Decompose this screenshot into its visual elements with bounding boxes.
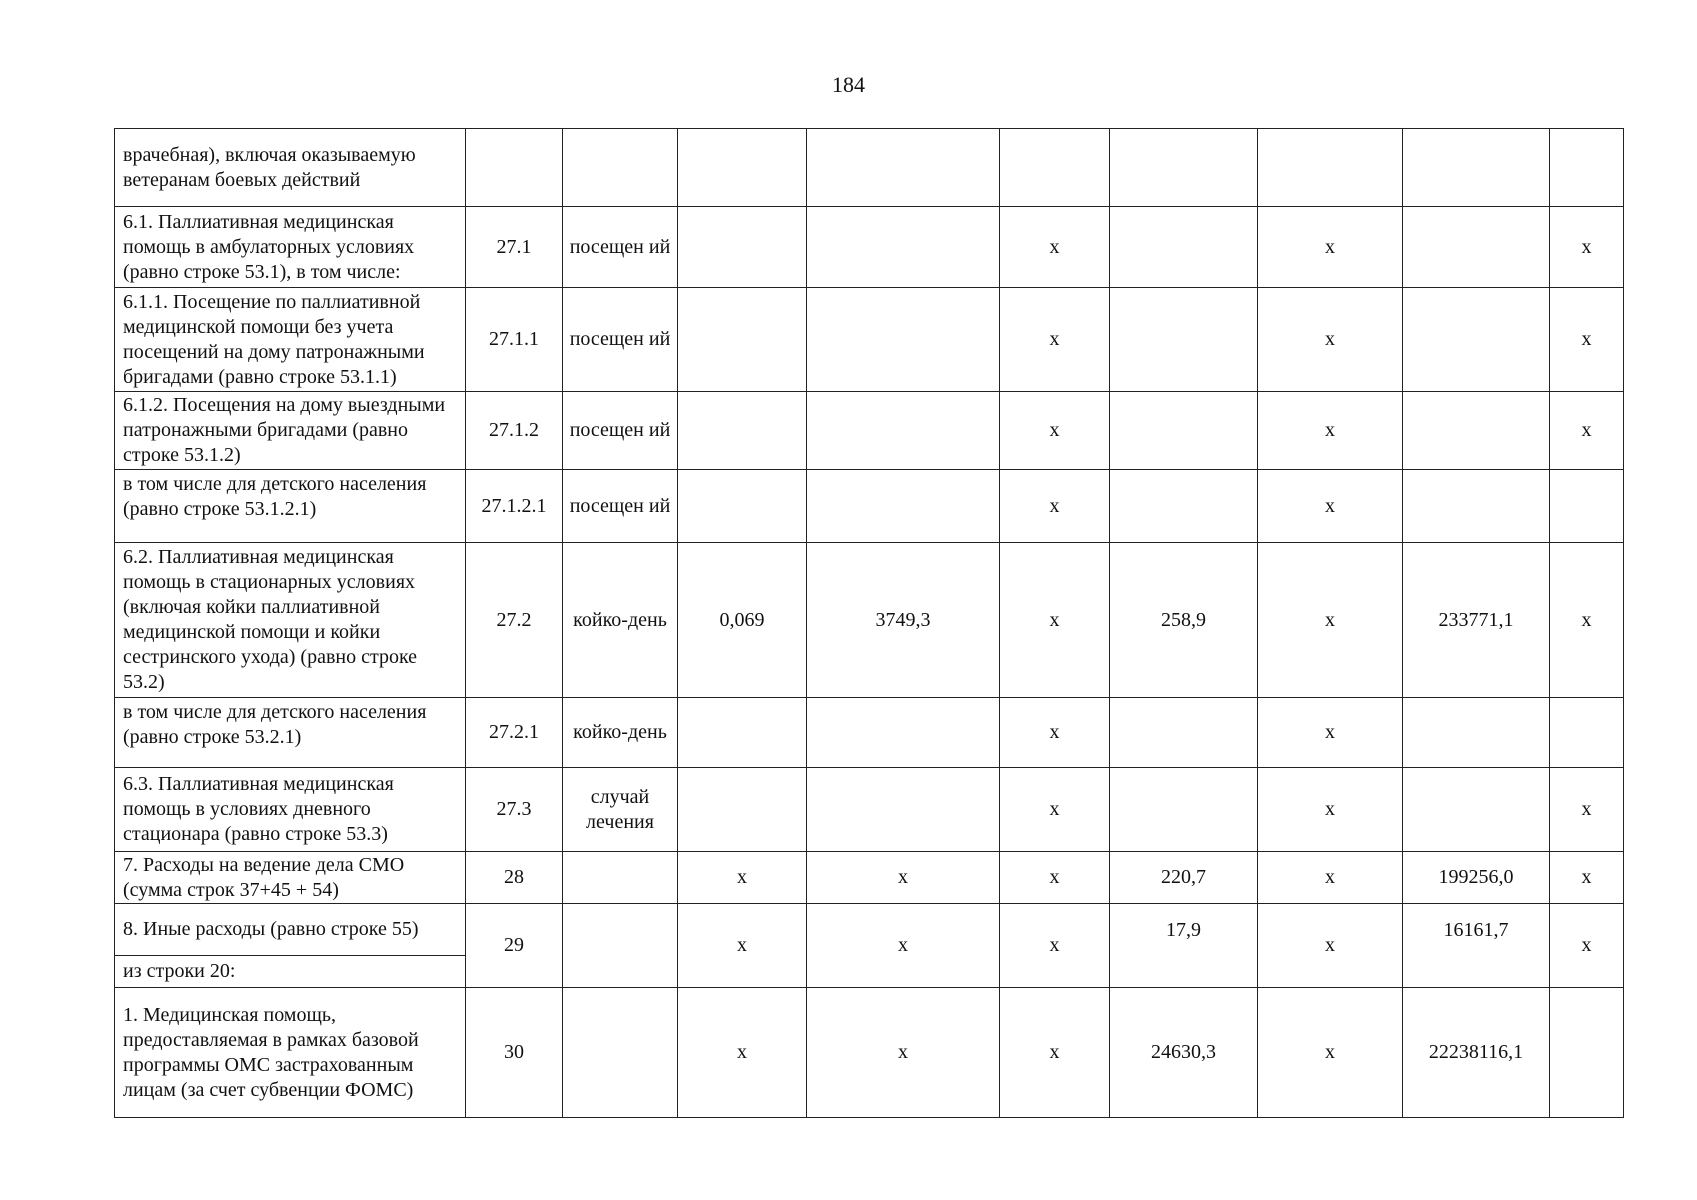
row-name: врачебная), включая оказываемую ветеранам боевых действий — [115, 129, 466, 207]
cell — [1403, 207, 1550, 288]
cell: 233771,1 — [1403, 543, 1550, 698]
cell — [1110, 392, 1258, 470]
row-code: 28 — [466, 852, 563, 904]
data-table — [114, 128, 1624, 1118]
row-name: из строки 20: — [115, 956, 466, 988]
cell — [807, 768, 1000, 852]
cell — [1403, 288, 1550, 392]
cell: х — [1000, 698, 1110, 768]
cell: х — [1550, 392, 1624, 470]
cell: х — [1550, 207, 1624, 288]
table-row — [115, 543, 1624, 698]
row-code: 27.3 — [466, 768, 563, 852]
row-name: 6.2. Паллиативная медицинская помощь в стационарных условиях (включая койки паллиативной медицинской помощи и койки сестринского ухода) (равно строке 53.2) — [115, 543, 466, 698]
row-name: 6.3. Паллиативная медицинская помощь в условиях дневного стационара (равно строке 53.3) — [115, 768, 466, 852]
cell — [807, 288, 1000, 392]
cell — [678, 768, 807, 852]
cell: х — [1258, 288, 1403, 392]
cell — [1110, 207, 1258, 288]
row-unit: койко-день — [563, 543, 678, 698]
cell: х — [678, 988, 807, 1118]
cell — [1403, 698, 1550, 768]
cell: х — [807, 904, 1000, 988]
cell: х — [1258, 543, 1403, 698]
cell — [1550, 470, 1624, 543]
cell — [1403, 470, 1550, 543]
row-name: 8. Иные расходы (равно строке 55) — [115, 904, 466, 956]
cell — [807, 470, 1000, 543]
table-row — [115, 288, 1624, 392]
cell: х — [1000, 988, 1110, 1118]
cell: х — [807, 988, 1000, 1118]
table-row — [115, 852, 1624, 904]
cell: 24630,3 — [1110, 988, 1258, 1118]
row-unit — [563, 852, 678, 904]
row-code: 27.1 — [466, 207, 563, 288]
cell: 0,069 — [678, 543, 807, 698]
cell — [1550, 988, 1624, 1118]
table-row — [115, 470, 1624, 543]
table-row — [115, 698, 1624, 768]
cell — [1110, 698, 1258, 768]
cell: х — [1000, 288, 1110, 392]
cell — [1110, 129, 1258, 207]
cell: х — [1550, 543, 1624, 698]
row-name: 1. Медицинская помощь, предоставляемая в рамках базовой программы ОМС застрахованным лицам (за счет субвенции ФОМС) — [115, 988, 466, 1118]
cell: 258,9 — [1110, 543, 1258, 698]
row-unit — [563, 904, 678, 988]
table-row — [115, 904, 1624, 956]
row-name: 7. Расходы на ведение дела СМО (сумма строк 37+45 + 54) — [115, 852, 466, 904]
table-row — [115, 129, 1624, 207]
cell — [807, 207, 1000, 288]
row-name: 6.1.1. Посещение по паллиативной медицинской помощи без учета посещений на дому патронажными бригадами (равно строке 53.1.1) — [115, 288, 466, 392]
cell: х — [1000, 543, 1110, 698]
cell: х — [678, 852, 807, 904]
cell — [678, 207, 807, 288]
cell — [678, 698, 807, 768]
cell: х — [1258, 988, 1403, 1118]
cell: х — [1550, 288, 1624, 392]
row-code: 27.1.2.1 — [466, 470, 563, 543]
row-name: 6.1.2. Посещения на дому выездными патронажными бригадами (равно строке 53.1.2) — [115, 392, 466, 470]
row-name: в том числе для детского населения (равно строке 53.1.2.1) — [115, 470, 466, 543]
cell: 16161,7 — [1403, 904, 1550, 988]
cell: х — [1000, 470, 1110, 543]
row-name: в том числе для детского населения (равно строке 53.2.1) — [115, 698, 466, 768]
cell — [678, 470, 807, 543]
cell: х — [1258, 698, 1403, 768]
cell: х — [1000, 207, 1110, 288]
cell: х — [1550, 904, 1624, 988]
cell: 199256,0 — [1403, 852, 1550, 904]
cell — [807, 129, 1000, 207]
cell: х — [1258, 852, 1403, 904]
cell: 22238116,1 — [1403, 988, 1550, 1118]
cell: х — [1000, 392, 1110, 470]
cell — [1258, 129, 1403, 207]
cell: х — [1258, 392, 1403, 470]
table-row — [115, 392, 1624, 470]
cell: х — [807, 852, 1000, 904]
table-row — [115, 768, 1624, 852]
cell: х — [1258, 207, 1403, 288]
row-unit: посещен ий — [563, 470, 678, 543]
cell — [678, 288, 807, 392]
row-code — [466, 129, 563, 207]
row-code: 27.2 — [466, 543, 563, 698]
row-code: 30 — [466, 988, 563, 1118]
cell — [807, 698, 1000, 768]
cell: х — [1000, 768, 1110, 852]
row-code: 29 — [466, 904, 563, 988]
cell — [1110, 470, 1258, 543]
table-row — [115, 988, 1624, 1118]
cell — [678, 392, 807, 470]
cell: х — [1258, 768, 1403, 852]
table-row — [115, 207, 1624, 288]
row-unit: посещен ий — [563, 288, 678, 392]
row-name: 6.1. Паллиативная медицинская помощь в амбулаторных условиях (равно строке 53.1), в том числе: — [115, 207, 466, 288]
cell: х — [678, 904, 807, 988]
cell: 220,7 — [1110, 852, 1258, 904]
cell — [1403, 129, 1550, 207]
cell: х — [1000, 852, 1110, 904]
cell: х — [1550, 768, 1624, 852]
cell — [1110, 768, 1258, 852]
cell — [1000, 129, 1110, 207]
row-unit: случай лечения — [563, 768, 678, 852]
page-number: 184 — [832, 72, 865, 97]
cell — [1550, 698, 1624, 768]
row-unit: посещен ий — [563, 392, 678, 470]
cell: х — [1258, 470, 1403, 543]
row-unit: посещен ий — [563, 207, 678, 288]
row-unit — [563, 988, 678, 1118]
cell — [1550, 129, 1624, 207]
row-unit — [563, 129, 678, 207]
cell — [1403, 768, 1550, 852]
row-code: 27.1.1 — [466, 288, 563, 392]
cell: 17,9 — [1110, 904, 1258, 988]
cell — [1403, 392, 1550, 470]
row-unit: койко-день — [563, 698, 678, 768]
row-code: 27.1.2 — [466, 392, 563, 470]
row-code: 27.2.1 — [466, 698, 563, 768]
cell — [678, 129, 807, 207]
cell: х — [1000, 904, 1110, 988]
cell — [807, 392, 1000, 470]
cell: 3749,3 — [807, 543, 1000, 698]
cell: х — [1550, 852, 1624, 904]
cell — [1110, 288, 1258, 392]
cell: х — [1258, 904, 1403, 988]
